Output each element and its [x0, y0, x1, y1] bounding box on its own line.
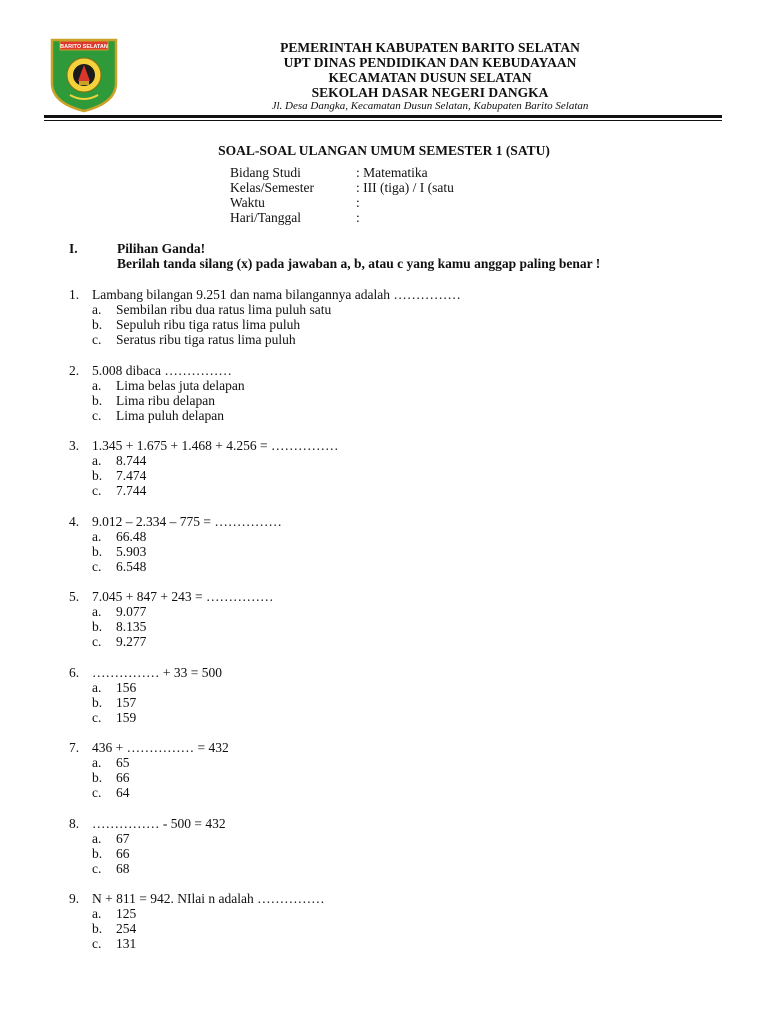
question-number: 4. [69, 514, 80, 529]
option-text: 7.744 [116, 483, 147, 498]
option-text: 65 [116, 755, 130, 770]
header-government: PEMERINTAH KABUPATEN BARITO SELATAN [280, 40, 580, 55]
option-text: 159 [116, 710, 137, 725]
option-text: 9.277 [116, 634, 147, 649]
question-number: 1. [69, 287, 80, 302]
option-text: 5.903 [116, 544, 147, 559]
meta-row [230, 165, 428, 180]
header-department: UPT DINAS PENDIDIKAN DAN KEBUDAYAAN [283, 55, 577, 70]
option-text: 7.474 [116, 468, 147, 483]
question-text: 7.045 + 847 + 243 = …………… [92, 589, 274, 604]
option-text: 67 [116, 831, 130, 846]
meta-value: : [356, 210, 360, 225]
question-text: 5.008 dibaca …………… [92, 363, 232, 378]
question-number: 5. [69, 589, 80, 604]
option-text: Sepuluh ribu tiga ratus lima puluh [116, 317, 301, 332]
option-letter: a. [92, 453, 102, 468]
option-letter: b. [92, 317, 103, 332]
option-letter: b. [92, 695, 103, 710]
option-text: 156 [116, 680, 137, 695]
letterhead-divider-thick [44, 115, 722, 118]
header-address: Jl. Desa Dangka, Kecamatan Dusun Selatan, Kabupaten Barito Selatan [271, 100, 589, 112]
question-text: Lambang bilangan 9.251 dan nama bilangannya adalah …………… [92, 287, 461, 302]
option-text: 9.077 [116, 604, 147, 619]
meta-key: Bidang Studi [230, 165, 301, 180]
question-text: 1.345 + 1.675 + 1.468 + 4.256 = …………… [92, 438, 339, 453]
question-text: …………… + 33 = 500 [92, 665, 222, 680]
logo-text: BARITO SELATAN [60, 44, 108, 50]
question-text: N + 811 = 942. NIlai n adalah …………… [92, 891, 325, 906]
option-letter: b. [92, 846, 103, 861]
meta-row [230, 180, 454, 195]
option-letter: c. [92, 936, 102, 951]
option-letter: b. [92, 921, 103, 936]
question-number: 7. [69, 740, 80, 755]
meta-row [230, 195, 360, 210]
option-letter: c. [92, 634, 102, 649]
option-letter: c. [92, 785, 102, 800]
option-letter: a. [92, 680, 102, 695]
option-letter: a. [92, 302, 102, 317]
option-letter: a. [92, 831, 102, 846]
option-letter: b. [92, 619, 103, 634]
letterhead-divider-thin [44, 120, 722, 121]
option-text: 66 [116, 770, 130, 785]
option-letter: c. [92, 408, 102, 423]
option-letter: c. [92, 559, 102, 574]
header-district: KECAMATAN DUSUN SELATAN [328, 70, 532, 85]
option-letter: c. [92, 710, 102, 725]
question-text: …………… - 500 = 432 [92, 816, 226, 831]
option-text: 8.135 [116, 619, 147, 634]
option-letter: b. [92, 544, 103, 559]
option-text: 66.48 [116, 529, 147, 544]
option-text: Lima ribu delapan [116, 393, 215, 408]
option-letter: c. [92, 861, 102, 876]
question-text: 436 + …………… = 432 [92, 740, 229, 755]
meta-row [230, 210, 360, 225]
option-text: 131 [116, 936, 137, 951]
option-letter: a. [92, 604, 102, 619]
option-text: 8.744 [116, 453, 147, 468]
section-number: I. [69, 241, 78, 256]
option-text: 254 [116, 921, 137, 936]
regency-emblem-logo [48, 37, 120, 113]
exam-title: SOAL-SOAL ULANGAN UMUM SEMESTER 1 (SATU) [218, 143, 550, 158]
option-text: Seratus ribu tiga ratus lima puluh [116, 332, 296, 347]
option-text: Lima belas juta delapan [116, 378, 245, 393]
header-school: SEKOLAH DASAR NEGERI DANGKA [311, 85, 549, 100]
option-letter: b. [92, 393, 103, 408]
meta-key: Hari/Tanggal [230, 210, 302, 225]
meta-value: : III (tiga) / I (satu [356, 180, 454, 195]
option-text: 6.548 [116, 559, 147, 574]
option-letter: c. [92, 483, 102, 498]
section-heading: Pilihan Ganda! [117, 241, 206, 256]
option-text: Lima puluh delapan [116, 408, 224, 423]
section-instruction: Berilah tanda silang (x) pada jawaban a, b, atau c yang kamu anggap paling benar ! [117, 256, 601, 271]
option-letter: a. [92, 378, 102, 393]
question-number: 3. [69, 438, 80, 453]
meta-key: Kelas/Semester [230, 180, 314, 195]
option-text: 125 [116, 906, 137, 921]
option-text: 68 [116, 861, 130, 876]
option-letter: a. [92, 755, 102, 770]
option-text: Sembilan ribu dua ratus lima puluh satu [116, 302, 332, 317]
option-text: 66 [116, 846, 130, 861]
option-text: 64 [116, 785, 130, 800]
question-number: 8. [69, 816, 80, 831]
meta-key: Waktu [230, 195, 265, 210]
option-letter: c. [92, 332, 102, 347]
option-letter: a. [92, 906, 102, 921]
question-number: 2. [69, 363, 80, 378]
option-letter: b. [92, 468, 103, 483]
option-text: 157 [116, 695, 137, 710]
option-letter: b. [92, 770, 103, 785]
question-text: 9.012 – 2.334 – 775 = …………… [92, 514, 282, 529]
question-number: 6. [69, 665, 80, 680]
option-letter: a. [92, 529, 102, 544]
meta-value: : [356, 195, 360, 210]
question-number: 9. [69, 891, 80, 906]
meta-value: : Matematika [356, 165, 428, 180]
